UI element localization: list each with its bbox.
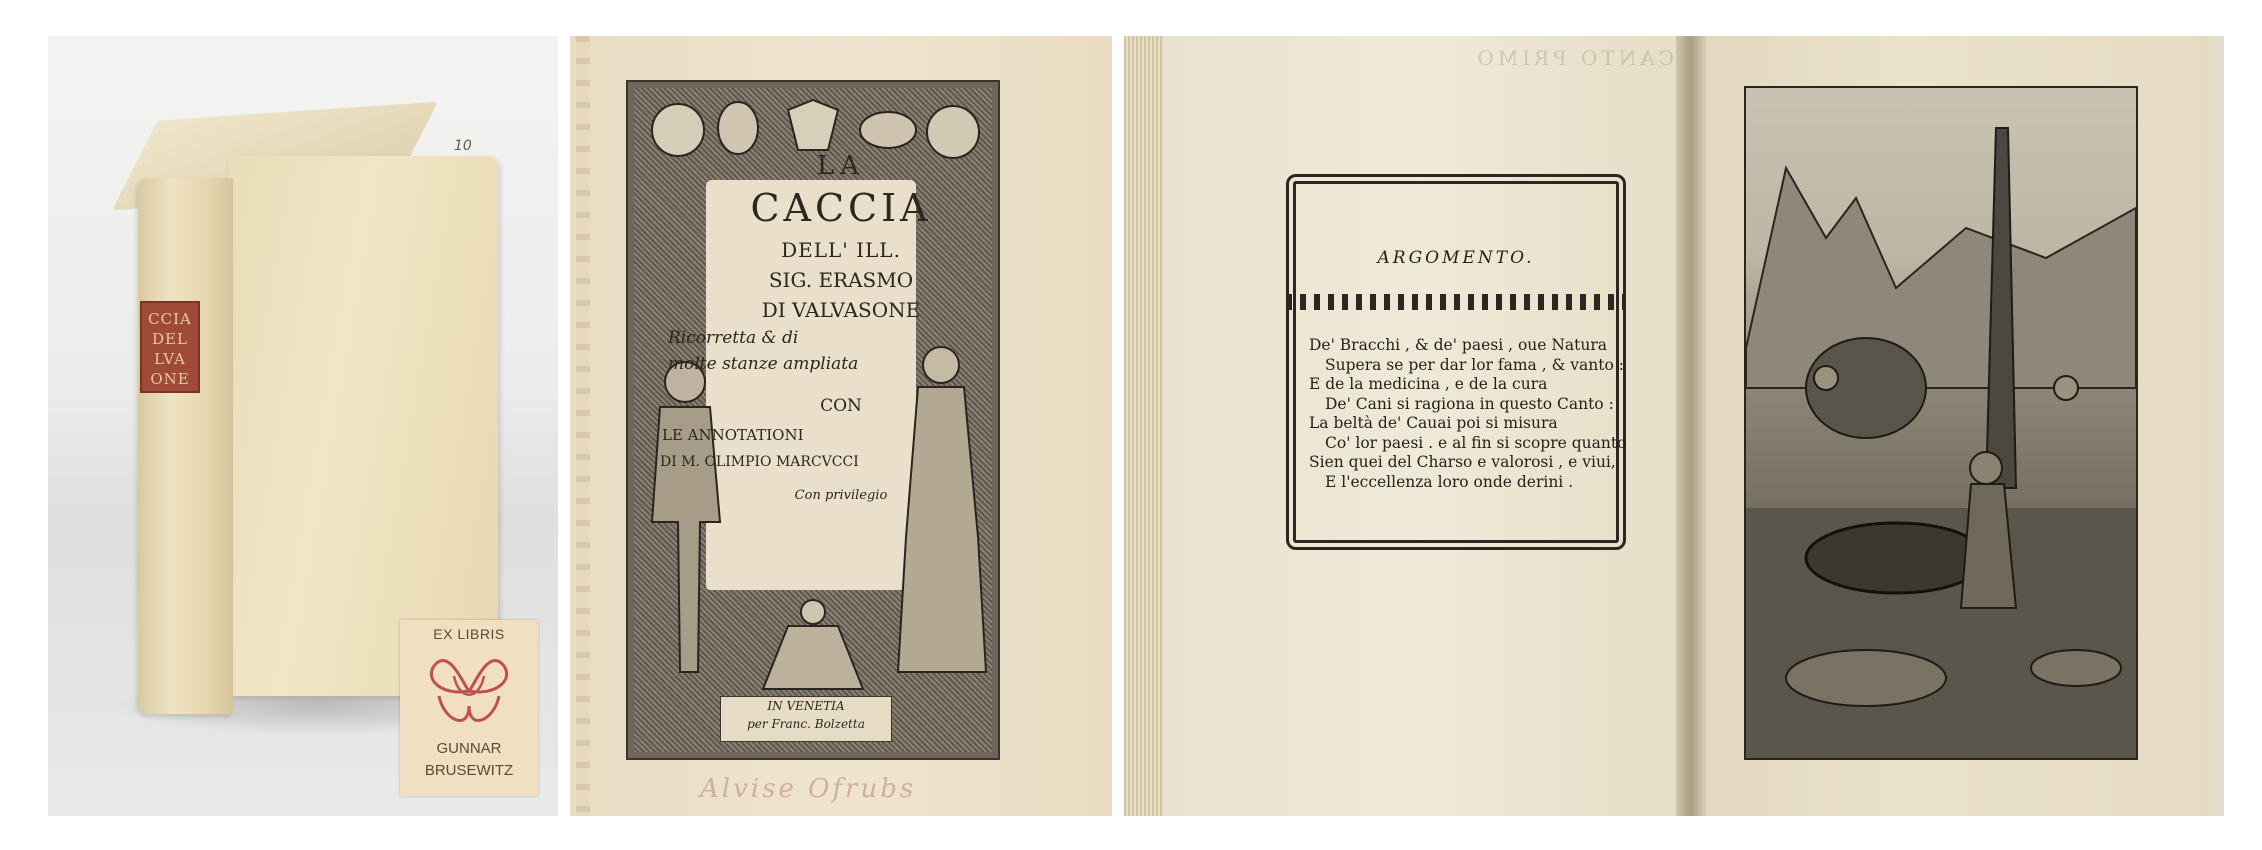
title-line: DELL' ILL. [781,238,901,262]
spine-label-line: CCIA [148,310,192,328]
page-edges [1124,36,1168,816]
imprint-box [720,696,892,742]
privilege-line: Con privilegio [794,488,888,503]
spine-label-line: DEL [152,330,188,348]
exlibris-name-line: BRUSEWITZ [424,762,514,779]
argomento-verses [1309,336,1629,492]
monogram-icon [414,646,524,736]
exlibris-heading: EX LIBRIS [433,626,505,642]
verse-line: Sien quei del Charso e valorosi , e viui, [1309,453,1616,471]
title-line: Ricorretta & di [668,328,799,348]
title-line-la: LA [816,151,866,181]
boar-hunt-engraving [1744,86,2138,760]
verse-line: De' Bracchi , & de' paesi , oue Natura [1309,336,1608,354]
exlibris-name-line: GUNNAR [436,740,502,757]
shelfmark: 10 [454,138,472,154]
title-page-panel [570,36,1112,816]
verse-line: La beltà de' Cauai poi si misura [1309,414,1558,432]
book-photo-panel [48,36,558,816]
imprint-line: per Franc. Bolzetta [747,717,865,731]
title-line: LE ANNOTATIONI [662,426,804,444]
engraved-title-plate [626,80,1000,760]
title-line: DI VALVASONE [761,298,921,322]
hunt-scene-icon [1746,88,2136,758]
verse-line: Co' lor paesi . e al fin si scopre quanto [1325,433,1627,452]
title-line: CON [820,396,862,416]
title-line: molte stanze ampliata [668,354,859,374]
exlibris-bookplate [400,620,538,796]
title-line: DI M. OLIMPIO MARCVCCI [660,454,859,470]
argomento-heading: ARGOMENTO. [1377,248,1535,268]
ornamental-divider [1286,294,1626,310]
book-gutter [1676,36,1706,816]
spine-label-line: ONE [150,370,190,388]
verse-line: E de la medicina , e de la cura [1309,375,1548,393]
female-figure-icon [886,337,996,682]
imprint-line: IN VENETIA [767,699,845,713]
open-book-panel [1124,36,2224,816]
verse-line: Supera se per dar lor fama , & vanto : [1325,355,1624,374]
spine-label [140,301,200,393]
verse-line: E l'eccellenza loro onde derini . [1325,472,1574,491]
verse-line: De' Cani si ragiona in questo Canto : [1325,394,1614,413]
seated-figure-icon [748,594,878,694]
vellum-spine [138,178,233,714]
title-line-caccia: CACCIA [750,186,932,230]
title-line: SIG. ERASMO [768,268,914,292]
vellum-cover [228,156,498,696]
spine-label-line: LVA [154,350,186,368]
show-through-header: CANTO PRIMO [1473,46,1674,70]
ownership-signature: Alvise Ofrubs [700,774,917,804]
